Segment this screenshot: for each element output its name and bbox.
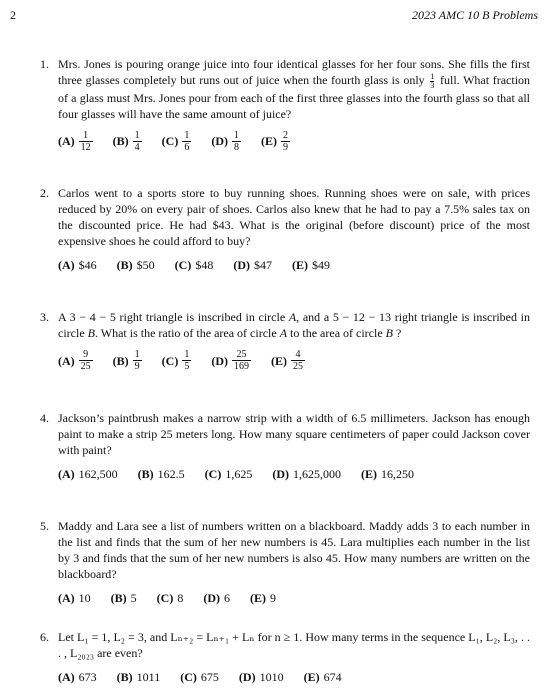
choice-value: 162.5 [157, 467, 185, 481]
choice-value: 16,250 [381, 467, 415, 481]
choice-label: (B) [112, 134, 129, 149]
problem-text-part: . What is the ratio of the area of circle [95, 326, 277, 340]
choice-e[interactable] [304, 669, 342, 685]
fraction-numerator: 2 [283, 129, 289, 141]
choice-a[interactable] [58, 349, 93, 372]
choice-label: (E) [250, 591, 267, 605]
choice-b[interactable] [117, 257, 155, 273]
choice-fraction [79, 130, 93, 153]
choice-value: 1,625 [225, 467, 253, 481]
fraction-numerator: 1 [83, 129, 89, 141]
problem-text: Carlos went to a sports store to buy running shoes. Running shoes were on sale, with prices reduced by 20% on every pair of shoes. Carlos also knew that he had to pay a 7.5% sales tax on the discounted price. He had $43. What is the original (before discount) price of the most expensive shoes he could afford to buy? [58, 186, 530, 248]
choice-b[interactable] [113, 349, 142, 372]
inline-fraction [430, 73, 434, 90]
choice-label: (D) [233, 258, 251, 272]
problem-text-part: L₁, L₂, L₃, . . . , L₂₀₂₃ are even? [58, 630, 530, 660]
choice-label: (E) [303, 670, 320, 684]
answer-choices [58, 466, 530, 482]
choice-label: (D) [272, 467, 290, 481]
choice-label: (B) [137, 467, 154, 481]
choice-label: (E) [361, 467, 378, 481]
choice-d[interactable] [203, 590, 230, 606]
choice-value: $47 [254, 258, 273, 272]
fraction-numerator: 9 [83, 349, 89, 360]
choice-label: (B) [116, 670, 133, 684]
fraction-denominator: 4 [134, 141, 140, 153]
choice-fraction [133, 349, 142, 372]
math-variable: B [87, 326, 95, 340]
problem-number: 5. [40, 519, 49, 533]
choice-label: (A) [58, 467, 75, 481]
choice-a[interactable] [58, 669, 97, 685]
choice-label: (C) [174, 258, 192, 272]
choice-label: (A) [58, 134, 75, 149]
choice-label: (C) [204, 467, 222, 481]
answer-choices [58, 590, 530, 606]
problem-3 [40, 309, 530, 372]
choice-label: (A) [58, 258, 75, 272]
choice-value: 675 [200, 670, 219, 684]
choice-value: 6 [224, 591, 231, 605]
problem-number: 3. [40, 310, 49, 324]
fraction-denominator: 25 [80, 361, 91, 372]
choice-value: 8 [177, 591, 184, 605]
choice-c[interactable] [205, 466, 253, 482]
fraction-numerator: 1 [234, 129, 240, 141]
fraction-numerator: 1 [134, 349, 140, 360]
choice-label: (D) [203, 591, 221, 605]
choice-fraction [291, 349, 305, 372]
fraction-denominator: 9 [283, 141, 289, 153]
fraction-denominator: 169 [234, 361, 250, 372]
choice-fraction [281, 130, 290, 153]
choice-b[interactable] [113, 130, 142, 153]
choice-d[interactable] [211, 349, 251, 372]
fraction-numerator: 1 [184, 349, 190, 360]
choice-label: (B) [116, 258, 133, 272]
problem-text [58, 56, 530, 122]
choice-a[interactable] [58, 257, 97, 273]
problem-number: 1. [40, 57, 49, 71]
fraction-denominator: 12 [80, 141, 91, 153]
page-number: 2 [10, 8, 16, 22]
answer-choices [58, 130, 530, 153]
choice-label: (C) [161, 134, 179, 149]
fraction-denominator: 9 [134, 361, 140, 372]
choice-value: 9 [270, 591, 277, 605]
problem-text: Maddy and Lara see a list of numbers written on a blackboard. Maddy adds 3 to each number in the list and finds that the sum of her new numbers is 45. Lara multiplies each number in the list by 3 and finds that the sum of her new numbers is also 45. How many numbers are written on the blackboard? [58, 519, 530, 581]
choice-value: 673 [78, 670, 97, 684]
choice-e[interactable] [261, 130, 290, 153]
fraction-denominator: 5 [184, 361, 190, 372]
choice-label: (E) [292, 258, 309, 272]
choice-value: 162,500 [78, 467, 118, 481]
answer-choices [58, 669, 530, 685]
problem-text-part: A 3 − 4 − 5 right triangle is inscribed in circle [58, 310, 286, 324]
choice-fraction [133, 130, 142, 153]
fraction-numerator: 4 [295, 349, 301, 360]
choice-value: $49 [312, 258, 331, 272]
choice-c[interactable] [162, 349, 192, 372]
fraction-numerator: 1 [134, 129, 140, 141]
choice-fraction [79, 349, 93, 372]
problem-text-part: to the area of circle [290, 326, 383, 340]
problem-5 [40, 518, 530, 606]
choice-label: (E) [271, 353, 288, 368]
problem-number: 4. [40, 411, 49, 425]
choice-a[interactable] [58, 590, 91, 606]
choice-value: 674 [323, 670, 342, 684]
document-title: 2023 AMC 10 B Problems [412, 8, 538, 22]
fraction-denominator: 8 [234, 141, 240, 153]
choice-value: $46 [78, 258, 97, 272]
problem-text-part: Mrs. Jones is pouring orange juice into four identical glasses for her four sons. She fills the first three glasses completely but runs out of juice when the fourth glass is only [58, 57, 530, 87]
fraction-denominator: 25 [293, 361, 304, 372]
choice-e[interactable] [271, 349, 305, 372]
problem-4 [40, 410, 530, 482]
choice-fraction [232, 349, 251, 372]
math-variable: A [288, 310, 297, 324]
choice-a[interactable] [58, 130, 93, 153]
problem-text-part: Let L₁ = 1, L₂ = 3, and Lₙ₊₂ = Lₙ₊₁ + Lₙ for n ≥ 1. How many terms in the sequence [58, 630, 466, 644]
problem-number: 6. [40, 630, 49, 644]
choice-label: (A) [58, 591, 75, 605]
choice-label: (C) [180, 670, 197, 684]
choice-value: $48 [195, 258, 214, 272]
choice-value: 1011 [136, 670, 161, 684]
choice-label: (A) [58, 353, 75, 368]
choice-label: (B) [110, 591, 127, 605]
choice-fraction [232, 130, 241, 153]
problem-number: 2. [40, 186, 49, 200]
choice-value: $50 [136, 258, 155, 272]
choice-c[interactable] [175, 257, 214, 273]
choice-e[interactable] [250, 590, 276, 606]
problem-text [58, 309, 530, 341]
choice-label: (C) [161, 353, 179, 368]
choice-value: 1,625,000 [293, 467, 342, 481]
choice-value: 1010 [259, 670, 284, 684]
choice-a[interactable] [58, 466, 118, 482]
choice-d[interactable] [272, 466, 341, 482]
choice-label: (E) [261, 134, 278, 149]
choice-d[interactable] [211, 130, 241, 153]
fraction-numerator: 1 [184, 129, 190, 141]
fraction-numerator: 1 [430, 71, 435, 81]
choice-label: (A) [58, 670, 75, 684]
math-variable: B [385, 326, 393, 340]
problem-text-part: , and a 5 − 12 − 13 right triangle is inscribed in circle [58, 310, 530, 340]
choice-fraction [182, 130, 191, 153]
fraction-numerator: 25 [236, 349, 247, 360]
fraction-denominator: 6 [184, 141, 190, 153]
choice-c[interactable] [162, 130, 192, 153]
choice-label: (D) [238, 670, 256, 684]
choice-label: (D) [211, 134, 229, 149]
problem-1 [40, 56, 530, 153]
choice-d[interactable] [239, 669, 284, 685]
choice-label: (B) [112, 353, 129, 368]
choice-value: 5 [130, 591, 137, 605]
choice-b[interactable] [138, 466, 185, 482]
problem-text: Jackson’s paintbrush makes a narrow strip with a width of 6.5 millimeters. Jackson has enough paint to make a strip 25 meters long. How many square centimeters of paper could Jackson cover with paint? [58, 411, 530, 457]
choice-e[interactable] [292, 257, 330, 273]
problem-6 [40, 629, 530, 685]
choice-c[interactable] [180, 669, 219, 685]
choice-e[interactable] [361, 466, 414, 482]
choice-d[interactable] [233, 257, 272, 273]
problem-text-part: ? [396, 326, 402, 340]
choice-value: 10 [78, 591, 91, 605]
problem-2 [40, 185, 530, 273]
problem-text-part: full. What fraction of a glass must Mrs. Jones pour from each of the first three glasses into the fourth glass so that all four glasses will have the same amount of juice? [58, 73, 531, 121]
answer-choices [58, 349, 530, 372]
choice-b[interactable] [117, 669, 161, 685]
answer-choices [58, 257, 530, 273]
choice-fraction [182, 349, 191, 372]
choice-label: (D) [211, 353, 229, 368]
fraction-denominator: 3 [430, 80, 435, 90]
math-variable: A [279, 326, 288, 340]
problem-text [58, 629, 530, 661]
choice-c[interactable] [157, 590, 184, 606]
choice-label: (C) [156, 591, 174, 605]
choice-b[interactable] [111, 590, 137, 606]
